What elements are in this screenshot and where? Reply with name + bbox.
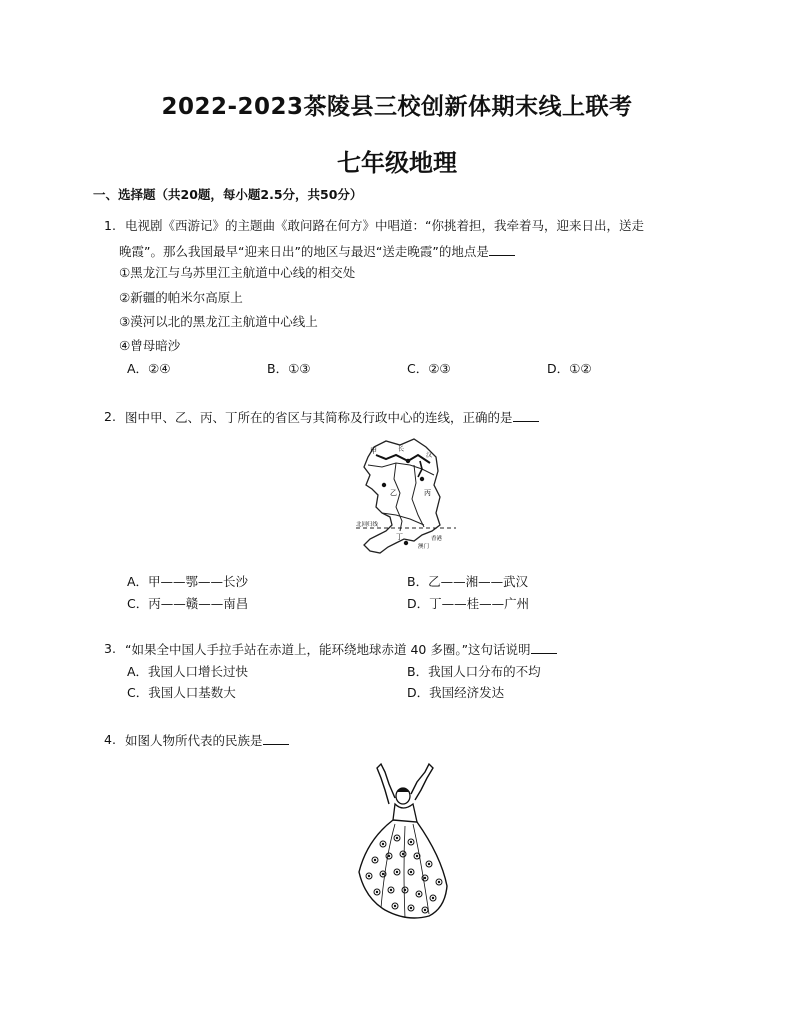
q1-option-a: A．②④	[127, 361, 171, 376]
q1-option-d: D．①②	[547, 361, 592, 376]
map-label-bing: 丙	[424, 489, 431, 497]
q2-stem: 图中甲、乙、丙、丁所在的省区与其简称及行政中心的连线，正确的是	[125, 409, 539, 426]
q4-number: 4.	[104, 732, 116, 747]
dancer-arm-right	[411, 764, 433, 800]
peacock-dancer-figure	[355, 760, 451, 926]
map-label-jia: 甲	[370, 447, 377, 455]
answer-blank	[489, 243, 515, 256]
answer-blank	[263, 732, 289, 745]
q3-option-c: C．我国人口基数大	[127, 685, 236, 700]
q1-item-4: ④曾母暗沙	[119, 338, 181, 353]
q1-item-2: ②新疆的帕米尔高原上	[119, 290, 243, 305]
river-line	[376, 455, 430, 463]
q1-stem-line1: 电视剧《西游记》的主题曲《敢问路在何方》中唱道：“你挑着担，我牵着马，迎来日出，送走	[125, 218, 644, 233]
q4-stem: 如图人物所代表的民族是	[125, 732, 289, 749]
q1-stem-line2: 晚霞”。那么我国最早“迎来日出”的地区与最迟“送走晚霞”的地点是	[119, 243, 515, 260]
border-line	[394, 463, 402, 531]
q1-option-c: C．②③	[407, 361, 451, 376]
dancer-skirt	[359, 820, 447, 918]
q2-option-c: C．丙——赣——南昌	[127, 596, 249, 611]
map-label-han: 汉	[426, 452, 433, 459]
q2-option-a: A．甲——鄂——长沙	[127, 574, 249, 589]
capital-dot	[382, 483, 386, 487]
q3-option-a: A．我国人口增长过快	[127, 664, 249, 679]
answer-blank	[531, 641, 557, 654]
map-label-macau: 澳门	[418, 544, 430, 550]
map-label-chang: 长	[398, 446, 405, 453]
map-label-hongkong: 香港	[431, 536, 443, 542]
q1-item-3: ③漠河以北的黑龙江主航道中心线上	[119, 314, 318, 329]
q3-stem: “如果全中国人手拉手站在赤道上，能环绕地球赤道 40 多圈。”这句话说明	[125, 641, 557, 658]
q1-number: 1.	[104, 218, 116, 233]
dancer-arm-left	[377, 764, 395, 804]
q1-option-b: B．①③	[267, 361, 311, 376]
section-heading: 一、选择题（共20题，每小题2.5分，共50分）	[93, 187, 363, 202]
q3-option-b: B．我国人口分布的不均	[407, 664, 541, 679]
map-label-tropic: 北回归线	[356, 522, 379, 528]
river-line	[418, 461, 422, 477]
capital-dot	[406, 459, 410, 463]
map-label-yi: 乙	[390, 489, 397, 497]
q3-option-d: D．我国经济发达	[407, 685, 505, 700]
q2-option-d: D．丁——桂——广州	[407, 596, 530, 611]
answer-blank	[513, 409, 539, 422]
border-line	[368, 463, 434, 475]
province-map-figure	[356, 435, 462, 562]
q1-item-1: ①黑龙江与乌苏里江主航道中心线的相交处	[119, 265, 356, 280]
capital-dot	[420, 477, 424, 481]
page-title: 2022-2023茶陵县三校创新体期末线上联考	[161, 94, 633, 120]
q2-number: 2.	[104, 409, 116, 424]
capital-dot	[404, 541, 408, 545]
q3-number: 3.	[104, 641, 116, 656]
map-label-ding: 丁	[396, 533, 403, 541]
border-line	[412, 465, 424, 527]
q2-option-b: B．乙——湘——武汉	[407, 574, 529, 589]
page-subtitle: 七年级地理	[337, 149, 457, 177]
